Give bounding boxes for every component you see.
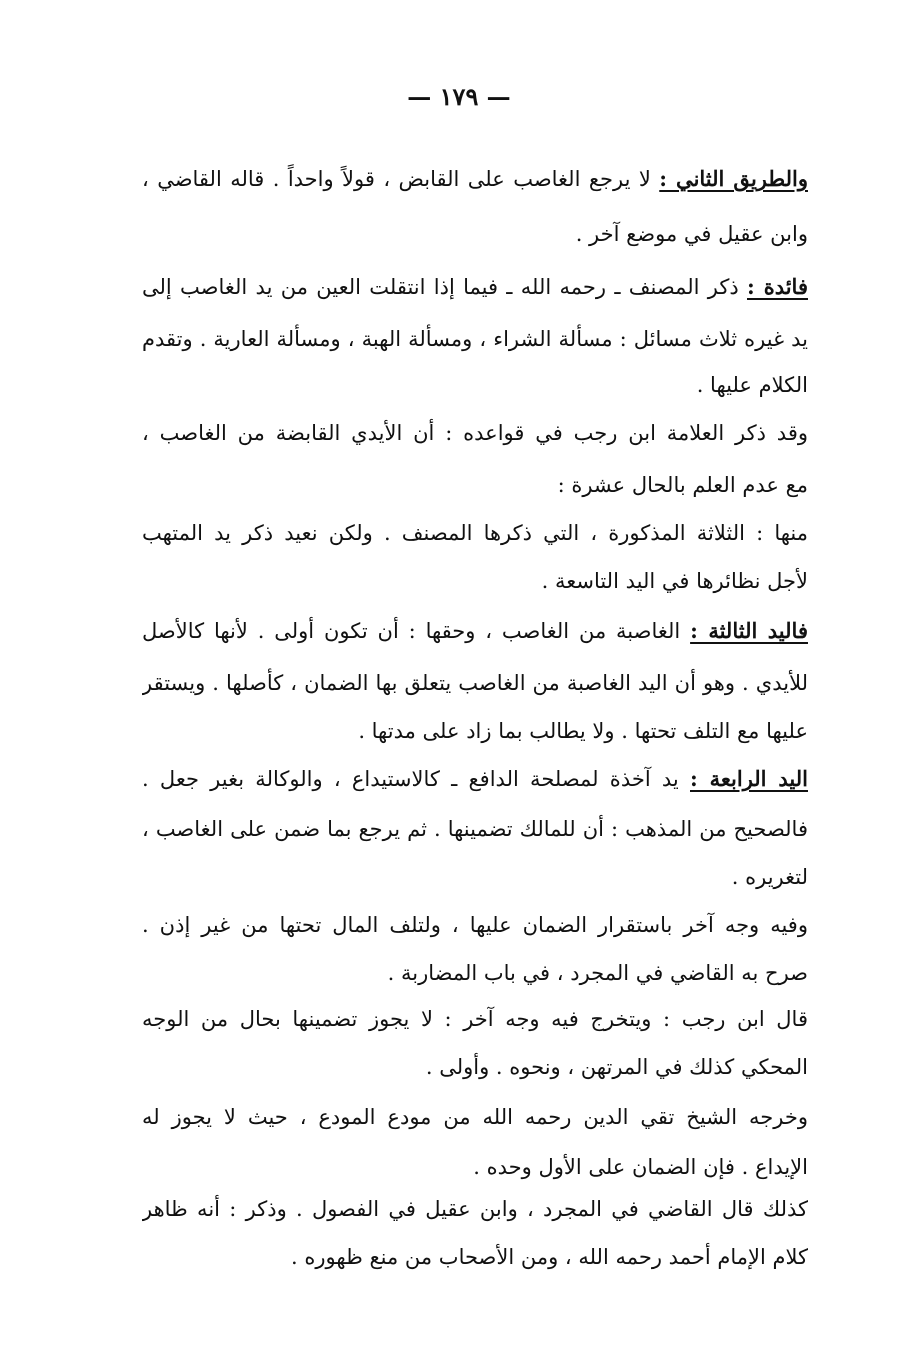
text-line [142, 616, 808, 646]
text-line [142, 1102, 808, 1132]
line-text: صرح به القاضي في المجرد ، في باب المضاربة . [387, 961, 808, 985]
line-text: ذكر المصنف ـ رحمه الله ـ فيما إذا انتقلت العين من يد الغاصب إلى [142, 275, 747, 299]
text-line [142, 1004, 808, 1034]
line-text: فالصحيح من المذهب : أن للمالك تضمينها . ثم يرجع بما ضمن على الغاصب ، [142, 817, 808, 841]
line-text: لا يرجع الغاصب على القابض ، قولاً واحداً . قاله القاضي ، [142, 167, 660, 191]
section-heading: فاليد الثالثة : [690, 618, 808, 643]
text-line [142, 814, 808, 844]
line-text: وابن عقيل في موضع آخر . [575, 222, 808, 246]
line-text: كلام الإمام أحمد رحمه الله ، ومن الأصحاب من منع ظهوره . [291, 1245, 808, 1269]
text-line [542, 566, 808, 596]
text-line [142, 164, 808, 194]
line-text: قال ابن رجب : ويتخرج فيه وجه آخر : لا يجوز تضمينها بحال من الوجه [142, 1007, 808, 1031]
text-line [142, 418, 808, 448]
text-line [142, 764, 808, 794]
body-text [142, 152, 808, 1282]
line-text: وفيه وجه آخر باستقرار الضمان عليها ، ولتلف المال تحتها من غير إذن . [142, 913, 808, 937]
text-line [576, 219, 808, 249]
page-number: — ١٧٩ — [407, 82, 511, 111]
text-line [291, 1242, 808, 1272]
line-text: الكلام عليها . [696, 373, 808, 397]
section-heading: اليد الرابعة : [690, 766, 808, 791]
line-text: كذلك قال القاضي في المجرد ، وابن عقيل في الفصول . وذكر : أنه ظاهر [142, 1197, 808, 1221]
section-heading: فائدة : [747, 274, 808, 299]
text-line [142, 518, 808, 548]
line-text: يد آخذة لمصلحة الدافع ـ كالاستيداع ، والوكالة بغير جعل . [142, 767, 690, 791]
line-text: للأيدي . وهو أن اليد الغاصبة من الغاصب يتعلق بها الضمان ، كأصلها . ويستقر [142, 671, 808, 695]
text-line [388, 958, 808, 988]
line-text: منها : الثلاثة المذكورة ، التي ذكرها المصنف . ولكن نعيد ذكر يد المتهب [142, 521, 808, 545]
line-text: يد غيره ثلاث مسائل : مسألة الشراء ، ومسألة الهبة ، ومسألة العارية . وتقدم [142, 327, 808, 351]
text-line [142, 324, 808, 354]
line-text: وخرجه الشيخ تقي الدين رحمه الله من مودع المودع ، حيث لا يجوز له [142, 1105, 808, 1129]
line-text: الإيداع . فإن الضمان على الأول وحده . [473, 1155, 808, 1179]
line-text: مع عدم العلم بالحال عشرة : [557, 473, 808, 497]
text-line [142, 1194, 808, 1224]
text-line [732, 862, 808, 892]
line-text: المحكي كذلك في المرتهن ، ونحوه . وأولى . [425, 1055, 808, 1079]
text-line [697, 370, 808, 400]
text-line [358, 716, 808, 746]
line-text: لتغريره . [731, 865, 808, 889]
line-text: وقد ذكر العلامة ابن رجب في قواعده : أن الأيدي القابضة من الغاصب ، [142, 421, 808, 445]
line-text: الغاصبة من الغاصب ، وحقها : أن تكون أولى . لأنها كالأصل [142, 619, 691, 643]
text-line [142, 668, 808, 698]
text-line [473, 1152, 808, 1182]
section-heading: والطريق الثاني : [659, 166, 808, 191]
text-line [558, 470, 808, 500]
line-text: عليها مع التلف تحتها . ولا يطالب بما زاد على مدتها . [358, 719, 808, 743]
text-line [426, 1052, 808, 1082]
line-text: لأجل نظائرها في اليد التاسعة . [541, 569, 808, 593]
text-line [142, 910, 808, 940]
text-line [142, 272, 808, 302]
